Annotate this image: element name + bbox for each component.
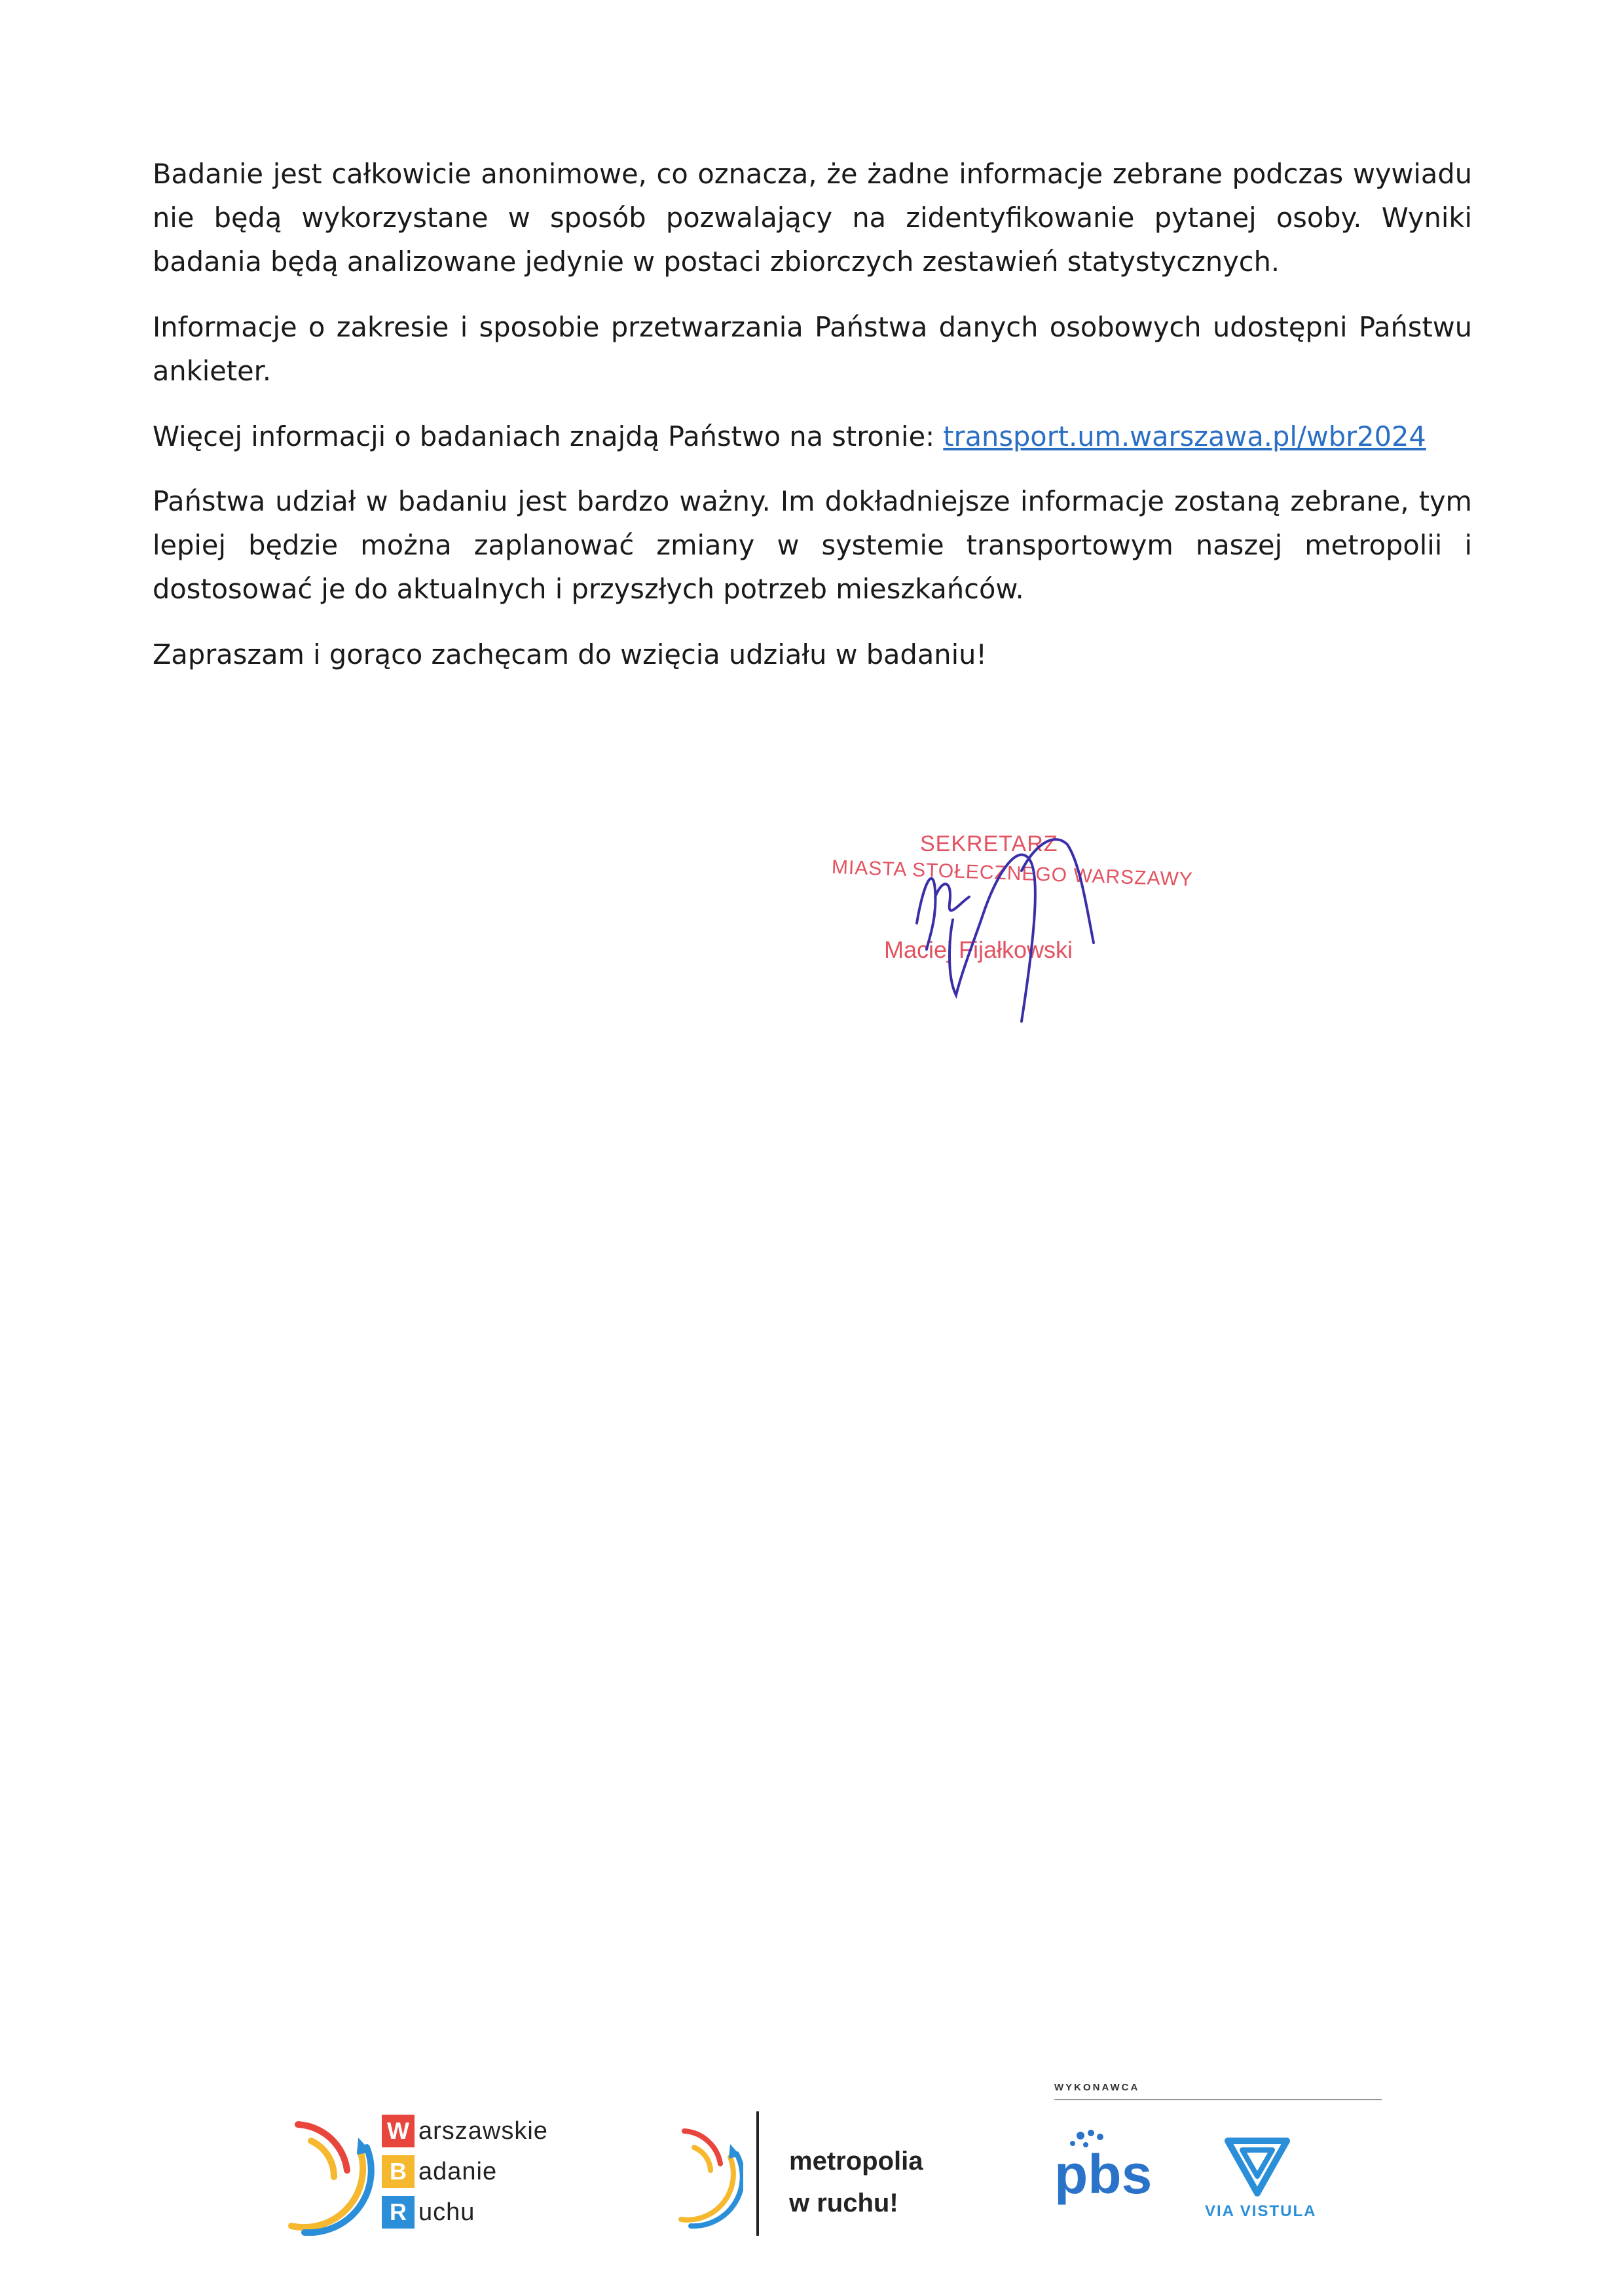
circular-arrows-icon — [285, 2111, 377, 2236]
contractor-block — [1054, 2082, 1382, 2239]
wbr-letter-b: B — [382, 2155, 415, 2188]
metropolia-line1: metropolia — [789, 2147, 923, 2176]
paragraph-more-info — [153, 414, 1472, 458]
wbr-letter-w: W — [382, 2115, 415, 2147]
circular-arrows-icon — [678, 2124, 743, 2229]
contractor-divider — [1054, 2099, 1382, 2100]
paragraph-importance: Państwa udział w badaniu jest bardzo ważny. Im dokładniejsze informacje zostaną zebrane, tym lepiej będzie można zaplanować zmiany w systemie transportowym naszej metropolii i dostosować je do aktualnych i przyszłych potrzeb mieszkańców. — [153, 485, 1472, 605]
handwritten-signature — [819, 805, 1211, 1041]
wbr-word-adanie: adanie — [418, 2157, 498, 2185]
stamp-name: Maciej Fijałkowski — [884, 936, 1073, 963]
pbs-logo — [1054, 2128, 1166, 2206]
signature-stamp — [819, 805, 1211, 1041]
stamp-office: MIASTA STOŁECZNEGO WARSZAWY — [831, 856, 1194, 891]
wbr-word-arszawskie: arszawskie — [418, 2117, 548, 2145]
wbr-row-b — [382, 2155, 497, 2189]
metropolia-line2: w ruchu! — [789, 2189, 898, 2217]
metropolia-logo — [678, 2111, 953, 2242]
wbr-row-r — [382, 2195, 475, 2229]
wbr-row-w — [382, 2114, 548, 2148]
pbs-wordmark: pbs — [1054, 2143, 1153, 2205]
wbr-logo — [285, 2105, 599, 2242]
metropolia-text — [789, 2140, 923, 2224]
paragraph-data-processing: Informacje o zakresie i sposobie przetwarzania Państwa danych osobowych udostępni Państwu ankieter. — [153, 311, 1472, 387]
paragraph-invitation: Zapraszam i gorąco zachęcam do wzięcia udziału w badaniu! — [153, 638, 987, 670]
wbr-word-uchu: uchu — [418, 2198, 475, 2226]
more-info-text: Więcej informacji o badaniach znajdą Państwo na stronie: — [153, 420, 944, 452]
survey-website-link[interactable]: transport.um.warszawa.pl/wbr2024 — [943, 420, 1426, 452]
stamp-title: SEKRETARZ — [920, 831, 1058, 856]
contractor-label: WYKONAWCA — [1054, 2082, 1140, 2093]
divider — [756, 2111, 759, 2236]
via-vistula-text: VIA VISTULA — [1205, 2202, 1317, 2220]
via-vistula-icon — [1221, 2134, 1293, 2200]
wbr-letter-r: R — [382, 2196, 415, 2229]
paragraph-anonymity: Badanie jest całkowicie anonimowe, co oznacza, że żadne informacje zebrane podczas wywiadu nie będą wykorzystane w sposób pozwalający na zidentyfikowanie pytanej osoby. Wyniki badania będą analizowane jedynie w postaci zbiorczych zestawień statystycznych. — [153, 158, 1472, 278]
